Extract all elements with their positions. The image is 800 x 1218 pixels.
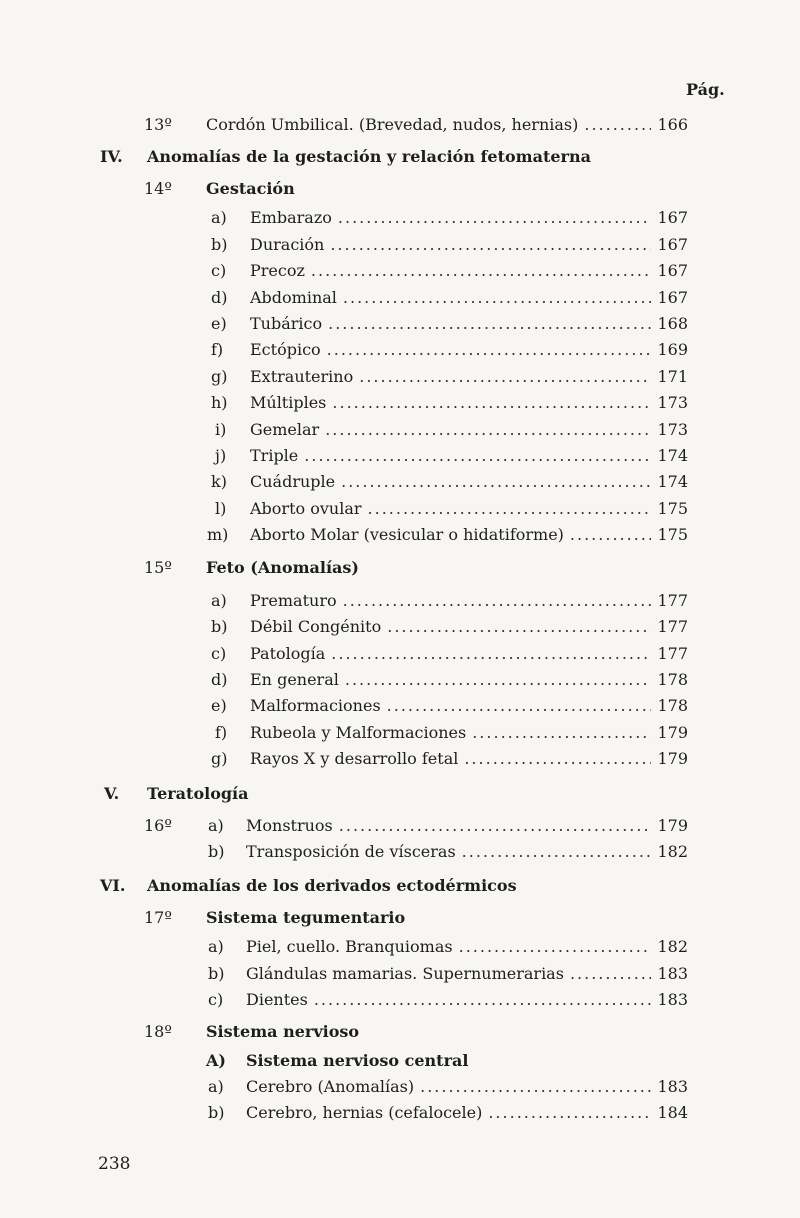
toc-entry	[250, 338, 688, 362]
toc-entry	[250, 206, 688, 230]
toc-item	[0, 523, 800, 547]
chapter-title: Teratología	[147, 784, 249, 803]
toc-item	[0, 286, 800, 310]
toc-item	[0, 1075, 800, 1099]
dot-leader	[311, 259, 652, 283]
item-letter: A)	[206, 1051, 226, 1070]
toc-entry	[246, 935, 688, 959]
page-column-header: Pág.	[686, 80, 725, 99]
page-ref: 175	[657, 525, 688, 544]
entry-text: Duración	[250, 235, 325, 254]
dot-leader	[328, 312, 651, 336]
item-letter: c)	[211, 261, 227, 280]
dot-leader	[330, 233, 651, 257]
entry-text: Múltiples	[250, 393, 327, 412]
entry-text: Cerebro (Anomalías)	[246, 1077, 415, 1096]
toc-entry	[246, 962, 688, 986]
dot-leader	[387, 615, 651, 639]
toc-entry	[250, 418, 688, 442]
item-letter: b)	[208, 964, 225, 983]
toc-entry	[246, 814, 688, 838]
toc-item	[0, 962, 800, 986]
item-letter: h)	[211, 393, 228, 412]
dot-leader	[341, 470, 651, 494]
item-letter: b)	[211, 617, 228, 636]
toc-entry	[250, 615, 688, 639]
dot-leader	[462, 840, 652, 864]
toc-entry	[250, 365, 688, 389]
dot-leader	[387, 694, 652, 718]
toc-item	[0, 338, 800, 362]
entry-text: Glándulas mamarias. Supernumerarias	[246, 964, 564, 983]
page-ref: 173	[657, 393, 688, 412]
section-number: 13º	[144, 115, 172, 134]
dot-leader	[488, 1101, 651, 1125]
page-ref: 168	[657, 314, 688, 333]
item-letter: c)	[211, 644, 227, 663]
page-ref: 177	[657, 617, 688, 636]
dot-leader	[304, 444, 651, 468]
page-ref: 177	[657, 644, 688, 663]
dot-leader	[325, 418, 651, 442]
dot-leader	[584, 113, 651, 137]
page-ref: 167	[657, 208, 688, 227]
dot-leader	[343, 286, 652, 310]
item-letter: g)	[211, 749, 228, 768]
entry-text: Triple	[250, 446, 299, 465]
item-letter: b)	[211, 235, 228, 254]
page-ref: 174	[657, 446, 688, 465]
entry-text: Malformaciones	[250, 696, 381, 715]
item-letter: a)	[208, 816, 224, 835]
toc-section-14	[0, 177, 800, 201]
toc-item	[0, 988, 800, 1012]
item-letter: e)	[211, 314, 227, 333]
section-number: 16º	[144, 816, 172, 835]
dot-leader	[464, 747, 651, 771]
entry-text: Gemelar	[250, 420, 320, 439]
entry-text: En general	[250, 670, 339, 689]
toc-entry	[250, 286, 688, 310]
item-letter: i)	[215, 420, 227, 439]
toc-item	[0, 470, 800, 494]
dot-leader	[459, 935, 652, 959]
entry-text: Dientes	[246, 990, 308, 1009]
item-letter: g)	[211, 367, 228, 386]
section-title: Sistema tegumentario	[206, 908, 406, 927]
item-letter: d)	[211, 288, 228, 307]
item-letter: b)	[208, 842, 225, 861]
toc-entry	[250, 642, 688, 666]
toc-section-18	[0, 1020, 800, 1044]
dot-leader	[420, 1075, 651, 1099]
chapter-number: VI.	[100, 876, 126, 895]
entry-text: Cerebro, hernias (cefalocele)	[246, 1103, 483, 1122]
item-letter: d)	[211, 670, 228, 689]
toc-item	[0, 694, 800, 718]
toc-item	[0, 935, 800, 959]
dot-leader	[570, 523, 652, 547]
chapter-number: IV.	[100, 147, 123, 166]
section-number: 18º	[144, 1022, 172, 1041]
toc-item	[0, 497, 800, 521]
page-ref: 171	[657, 367, 688, 386]
page-ref: 179	[657, 723, 688, 742]
page-ref: 173	[657, 420, 688, 439]
toc-section-13	[0, 113, 800, 137]
toc-item	[0, 312, 800, 336]
dot-leader	[343, 589, 652, 613]
dot-leader	[359, 365, 651, 389]
toc-subsection	[0, 1049, 800, 1073]
toc-entry	[250, 747, 688, 771]
toc-item	[0, 589, 800, 613]
page-number: 238	[98, 1154, 131, 1174]
toc-chapter-vi	[0, 874, 800, 898]
page-ref: 174	[657, 472, 688, 491]
page-ref: 183	[657, 1077, 688, 1096]
item-letter: e)	[211, 696, 227, 715]
page-ref: 182	[657, 937, 688, 956]
entry-text: Patología	[250, 644, 326, 663]
entry-text: Abdominal	[250, 288, 337, 307]
toc-item	[0, 747, 800, 771]
page-ref: 169	[657, 340, 688, 359]
entry-text: Rubeola y Malformaciones	[250, 723, 467, 742]
toc-entry	[246, 840, 688, 864]
section-number: 14º	[144, 179, 172, 198]
toc-item	[0, 206, 800, 230]
entry-text: Extrauterino	[250, 367, 354, 386]
page-ref: 167	[657, 261, 688, 280]
entry-text: Piel, cuello. Branquiomas	[246, 937, 453, 956]
page-ref: 175	[657, 499, 688, 518]
chapter-title: Anomalías de la gestación y relación fetomaterna	[147, 147, 591, 166]
dot-leader	[345, 668, 652, 692]
entry-text: Embarazo	[250, 208, 332, 227]
page-ref: 178	[657, 696, 688, 715]
toc-entry	[250, 470, 688, 494]
page-ref: 178	[657, 670, 688, 689]
toc-entry	[250, 497, 688, 521]
dot-leader	[332, 391, 651, 415]
toc-item	[0, 721, 800, 745]
dot-leader	[314, 988, 652, 1012]
page-ref: 179	[657, 749, 688, 768]
section-title: Sistema nervioso	[206, 1022, 360, 1041]
toc-chapter-iv	[0, 145, 800, 169]
page-ref: 167	[657, 235, 688, 254]
entry-text: Rayos X y desarrollo fetal	[250, 749, 459, 768]
dot-leader	[339, 814, 652, 838]
page-ref: 166	[657, 115, 688, 134]
page-ref: 177	[657, 591, 688, 610]
toc-entry	[250, 391, 688, 415]
subsection-title: Sistema nervioso central	[246, 1051, 469, 1070]
item-letter: f)	[215, 723, 228, 742]
toc-entry	[246, 1075, 688, 1099]
toc-item	[0, 1101, 800, 1125]
toc-entry	[250, 259, 688, 283]
dot-leader	[368, 497, 652, 521]
toc-chapter-v	[0, 782, 800, 806]
item-letter: m)	[207, 525, 229, 544]
toc-entry	[250, 694, 688, 718]
chapter-number: V.	[104, 784, 120, 803]
page-ref: 167	[657, 288, 688, 307]
item-letter: a)	[211, 591, 227, 610]
toc-entry	[250, 721, 688, 745]
dot-leader	[338, 206, 652, 230]
dot-leader	[327, 338, 652, 362]
toc-entry	[250, 589, 688, 613]
dot-leader	[331, 642, 651, 666]
section-number: 15º	[144, 558, 172, 577]
item-letter: b)	[208, 1103, 225, 1122]
dot-leader	[472, 721, 651, 745]
toc-entry	[250, 668, 688, 692]
toc-item	[0, 365, 800, 389]
entry-text: Precoz	[250, 261, 305, 280]
toc-entry	[246, 988, 688, 1012]
toc-item	[0, 391, 800, 415]
page-ref: 184	[657, 1103, 688, 1122]
toc-section-16	[0, 814, 800, 838]
toc-entry	[250, 523, 688, 547]
entry-text: Aborto Molar (vesicular o hidatiforme)	[250, 525, 564, 544]
entry-text: Ectópico	[250, 340, 321, 359]
section-number: 17º	[144, 908, 172, 927]
dot-leader	[570, 962, 652, 986]
entry-text: Tubárico	[250, 314, 323, 333]
toc-section-17	[0, 906, 800, 930]
page-ref: 183	[657, 964, 688, 983]
entry-text: Débil Congénito	[250, 617, 382, 636]
item-letter: j)	[215, 446, 227, 465]
item-letter: l)	[215, 499, 227, 518]
section-title: Gestación	[206, 179, 295, 198]
toc-item	[0, 259, 800, 283]
entry-text: Aborto ovular	[250, 499, 362, 518]
toc-item	[0, 668, 800, 692]
page-ref: 183	[657, 990, 688, 1009]
item-letter: a)	[211, 208, 227, 227]
toc-entry	[250, 312, 688, 336]
item-letter: a)	[208, 937, 224, 956]
toc-entry	[250, 444, 688, 468]
toc-item	[0, 642, 800, 666]
entry-text: Transposición de vísceras	[246, 842, 456, 861]
toc-item	[0, 444, 800, 468]
entry-text: Monstruos	[246, 816, 333, 835]
item-letter: c)	[208, 990, 224, 1009]
item-letter: f)	[211, 340, 224, 359]
toc-item	[0, 840, 800, 864]
entry-text: Cuádruple	[250, 472, 336, 491]
toc-entry	[246, 1101, 688, 1125]
toc-entry	[206, 113, 688, 137]
item-letter: a)	[208, 1077, 224, 1096]
toc-section-15	[0, 556, 800, 580]
entry-text: Prematuro	[250, 591, 337, 610]
section-title: Feto (Anomalías)	[206, 558, 359, 577]
toc-item	[0, 418, 800, 442]
toc-item	[0, 233, 800, 257]
page-ref: 182	[657, 842, 688, 861]
item-letter: k)	[211, 472, 227, 491]
toc-item	[0, 615, 800, 639]
chapter-title: Anomalías de los derivados ectodérmicos	[147, 876, 517, 895]
page-ref: 179	[657, 816, 688, 835]
toc-entry	[250, 233, 688, 257]
entry-text: Cordón Umbilical. (Brevedad, nudos, hernias)	[206, 115, 579, 134]
